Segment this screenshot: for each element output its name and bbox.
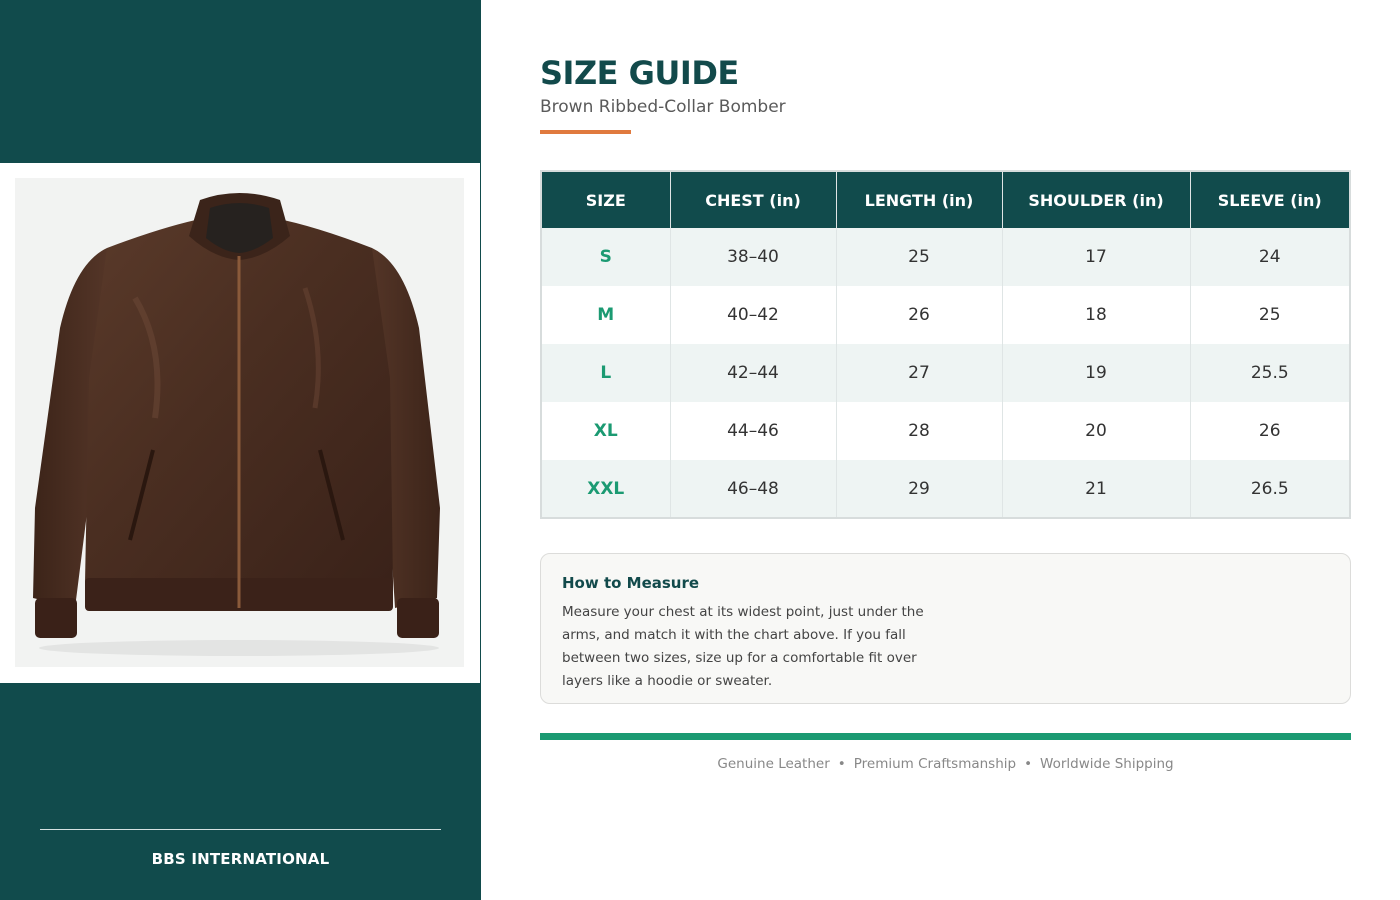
jacket-image — [15, 178, 464, 667]
sleeve-cell: 25.5 — [1190, 344, 1350, 402]
size-cell: L — [541, 344, 670, 402]
column-header-sleeve: SLEEVE (in) — [1190, 171, 1350, 228]
chest-cell: 46–48 — [670, 460, 836, 518]
feature-genuine-leather: Genuine Leather — [717, 756, 830, 772]
feature-shipping: Worldwide Shipping — [1040, 756, 1174, 772]
chest-cell: 40–42 — [670, 286, 836, 344]
column-header-size: SIZE — [541, 171, 670, 228]
sleeve-cell: 24 — [1190, 228, 1350, 286]
column-header-chest: CHEST (in) — [670, 171, 836, 228]
product-name: Brown Ribbed-Collar Bomber — [540, 97, 786, 117]
page-title: SIZE GUIDE — [540, 54, 739, 92]
length-cell: 27 — [836, 344, 1002, 402]
table-row — [541, 286, 1350, 344]
sleeve-cell: 26.5 — [1190, 460, 1350, 518]
size-cell: XXL — [541, 460, 670, 518]
table-row — [541, 460, 1350, 518]
how-to-measure-text: Measure your chest at its widest point, just under the arms, and match it with the chart above. If you fall between two sizes, size up for a comfortable fit over layers like a hoodie or sweater. — [562, 604, 924, 689]
length-cell: 28 — [836, 402, 1002, 460]
shoulder-cell: 20 — [1002, 402, 1190, 460]
brand-panel — [0, 0, 481, 900]
brand-name: BBS INTERNATIONAL — [151, 850, 330, 868]
feature-separator: • — [1024, 756, 1033, 772]
shoulder-cell: 19 — [1002, 344, 1190, 402]
chest-cell: 44–46 — [670, 402, 836, 460]
sleeve-cell: 26 — [1190, 402, 1350, 460]
feature-separator: • — [837, 756, 846, 772]
chest-cell: 38–40 — [670, 228, 836, 286]
size-cell: M — [541, 286, 670, 344]
size-chart-table — [540, 170, 1351, 519]
table-row — [541, 228, 1350, 286]
how-to-measure-box — [540, 553, 1351, 704]
size-cell: XL — [541, 402, 670, 460]
length-cell: 26 — [836, 286, 1002, 344]
footer-features — [540, 756, 1351, 772]
column-header-length: LENGTH (in) — [836, 171, 1002, 228]
shoulder-cell: 18 — [1002, 286, 1190, 344]
table-row — [541, 344, 1350, 402]
product-photo-frame — [0, 163, 480, 683]
how-to-measure-heading: How to Measure — [562, 574, 700, 592]
column-header-shoulder: SHOULDER (in) — [1002, 171, 1190, 228]
sleeve-cell: 25 — [1190, 286, 1350, 344]
length-cell: 29 — [836, 460, 1002, 518]
table-row — [541, 402, 1350, 460]
shoulder-cell: 17 — [1002, 228, 1190, 286]
size-cell: S — [541, 228, 670, 286]
shoulder-cell: 21 — [1002, 460, 1190, 518]
brand-divider — [40, 829, 441, 830]
table-header-row — [541, 171, 1350, 228]
chest-cell: 42–44 — [670, 344, 836, 402]
product-photo — [15, 178, 464, 667]
length-cell: 25 — [836, 228, 1002, 286]
feature-craftsmanship: Premium Craftsmanship — [853, 756, 1017, 772]
title-accent-bar — [540, 130, 631, 134]
footer-divider — [540, 733, 1351, 740]
